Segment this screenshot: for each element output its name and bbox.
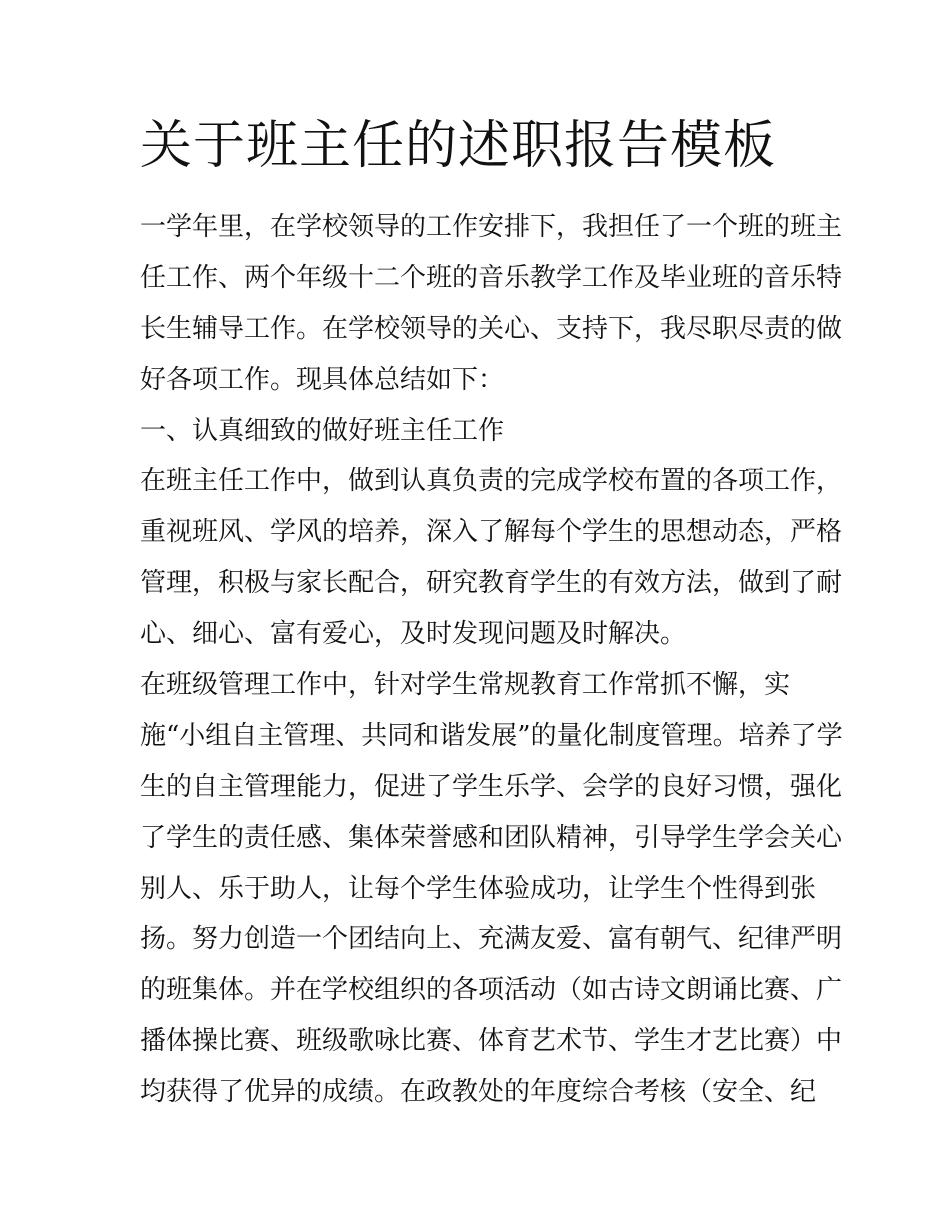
body-line: 扬。努力创造一个团结向上、充满友爱、富有朝气、纪律严明 — [140, 924, 843, 955]
body-line: 别人、乐于助人，让每个学生体验成功，让学生个性得到张 — [140, 873, 817, 904]
body-line: 管理，积极与家长配合，研究教育学生的有效方法，做到了耐 — [140, 568, 843, 599]
body-line: 生的自主管理能力，促进了学生乐学、会学的良好习惯，强化 — [140, 771, 843, 802]
body-line: 心、细心、富有爱心，及时发现问题及时解决。 — [140, 619, 687, 650]
section-heading: 一、认真细致的做好班主任工作 — [140, 415, 505, 446]
body-line: 播体操比赛、班级歌咏比赛、体育艺术节、学生才艺比赛）中 — [140, 1026, 843, 1057]
body-line: 重视班风、学风的培养，深入了解每个学生的思想动态，严格 — [140, 517, 843, 548]
body-line: 在班主任工作中，做到认真负责的完成学校布置的各项工作， — [140, 466, 843, 497]
body-line: 均获得了优异的成绩。在政教处的年度综合考核（安全、纪 — [140, 1077, 817, 1108]
body-line: 一学年里，在学校领导的工作安排下，我担任了一个班的班主 — [140, 212, 843, 242]
body-line: 长生辅导工作。在学校领导的关心、支持下，我尽职尽责的做 — [140, 313, 843, 344]
document-title: 关于班主任的述职报告模板 — [140, 116, 777, 176]
body-line: 的班集体。并在学校组织的各项活动（如古诗文朗诵比赛、广 — [140, 975, 843, 1006]
body-line: 任工作、两个年级十二个班的音乐教学工作及毕业班的音乐特 — [140, 262, 843, 293]
body-line: 了学生的责任感、集体荣誉感和团队精神，引导学生学会关心 — [140, 822, 843, 853]
body-line: 好各项工作。现具体总结如下： — [140, 364, 505, 395]
body-line: 在班级管理工作中，针对学生常规教育工作常抓不懈，实 — [140, 670, 791, 701]
document-body — [140, 202, 843, 1118]
body-line: 施“小组自主管理、共同和谐发展”的量化制度管理。培养了学 — [140, 720, 843, 751]
